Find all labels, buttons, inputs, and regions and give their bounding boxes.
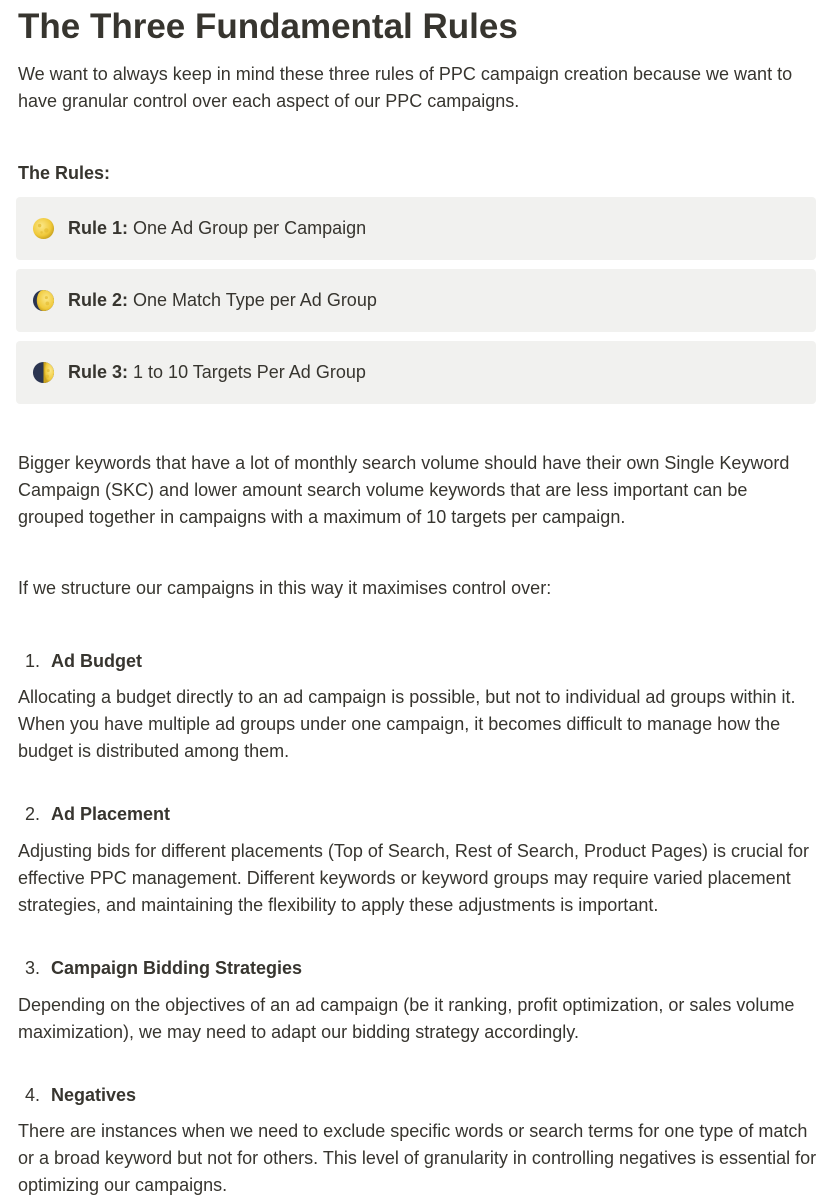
rule-callout-2: [16, 269, 816, 332]
list-item-label: Campaign Bidding Strategies: [51, 958, 303, 978]
ad-budget-description: Allocating a budget directly to an ad campaign is possible, but not to individual ad groups within it. When you have multiple ad groups under one campaign, it becomes difficult to manage how the budget is distributed among them.: [18, 687, 796, 761]
rule-text-1: [68, 215, 366, 242]
list-item-negatives: [25, 1082, 136, 1109]
intro-paragraph: We want to always keep in mind these three rules of PPC campaign creation because we want to have granular control over each aspect of our PPC campaigns.: [18, 64, 793, 111]
keywords-paragraph: Bigger keywords that have a lot of monthly search volume should have their own Single Keyword Campaign (SKC) and lower amount search volume keywords that are less important can be grouped together in campaigns with a maximum of 10 targets per campaign.: [18, 453, 790, 527]
rule-description-2: One Match Type per Ad Group: [133, 290, 377, 310]
rule-description-1: One Ad Group per Campaign: [133, 218, 367, 238]
rule-callout-3: [16, 341, 816, 404]
rule-callout-1: [16, 197, 816, 260]
list-item-label: Ad Budget: [51, 651, 142, 671]
ad-placement-description: Adjusting bids for different placements (Top of Search, Rest of Search, Product Pages) is crucial for effective PPC management. Different keywords or keyword groups may require varied placement strategies, and maintaining the flexibility to apply these adjustments is important.: [18, 841, 810, 915]
list-item-ad-placement: [25, 801, 170, 828]
rule-label-1: Rule 1:: [68, 218, 129, 238]
list-number: 2.: [25, 804, 41, 824]
rule-label-2: Rule 2:: [68, 290, 129, 310]
rules-heading: The Rules:: [18, 163, 111, 183]
rule-description-3: 1 to 10 Targets Per Ad Group: [133, 362, 366, 382]
list-number: 4.: [25, 1085, 41, 1105]
negatives-description: There are instances when we need to exclude specific words or search terms for one type of match or a broad keyword but not for others. This level of granularity in controlling negatives is essential for optimizing our campaigns.: [18, 1121, 817, 1195]
page-title: The Three Fundamental Rules: [18, 7, 518, 46]
structure-paragraph: If we structure our campaigns in this way it maximises control over:: [18, 578, 552, 598]
rule-text-3: [68, 359, 366, 386]
full-moon-icon: [32, 217, 55, 240]
waxing-gibbous-moon-icon: [32, 289, 55, 312]
list-item-campaign-bidding-strategies: [25, 955, 302, 982]
list-number: 1.: [25, 651, 41, 671]
first-quarter-moon-icon: [32, 361, 55, 384]
list-item-ad-budget: [25, 648, 142, 675]
rule-label-3: Rule 3:: [68, 362, 129, 382]
list-item-label: Negatives: [51, 1085, 137, 1105]
bidding-strategies-description: Depending on the objectives of an ad campaign (be it ranking, profit optimization, or sales volume maximization), we may need to adapt our bidding strategy accordingly.: [18, 995, 795, 1042]
list-item-label: Ad Placement: [51, 804, 171, 824]
rule-text-2: [68, 287, 377, 314]
list-number: 3.: [25, 958, 41, 978]
